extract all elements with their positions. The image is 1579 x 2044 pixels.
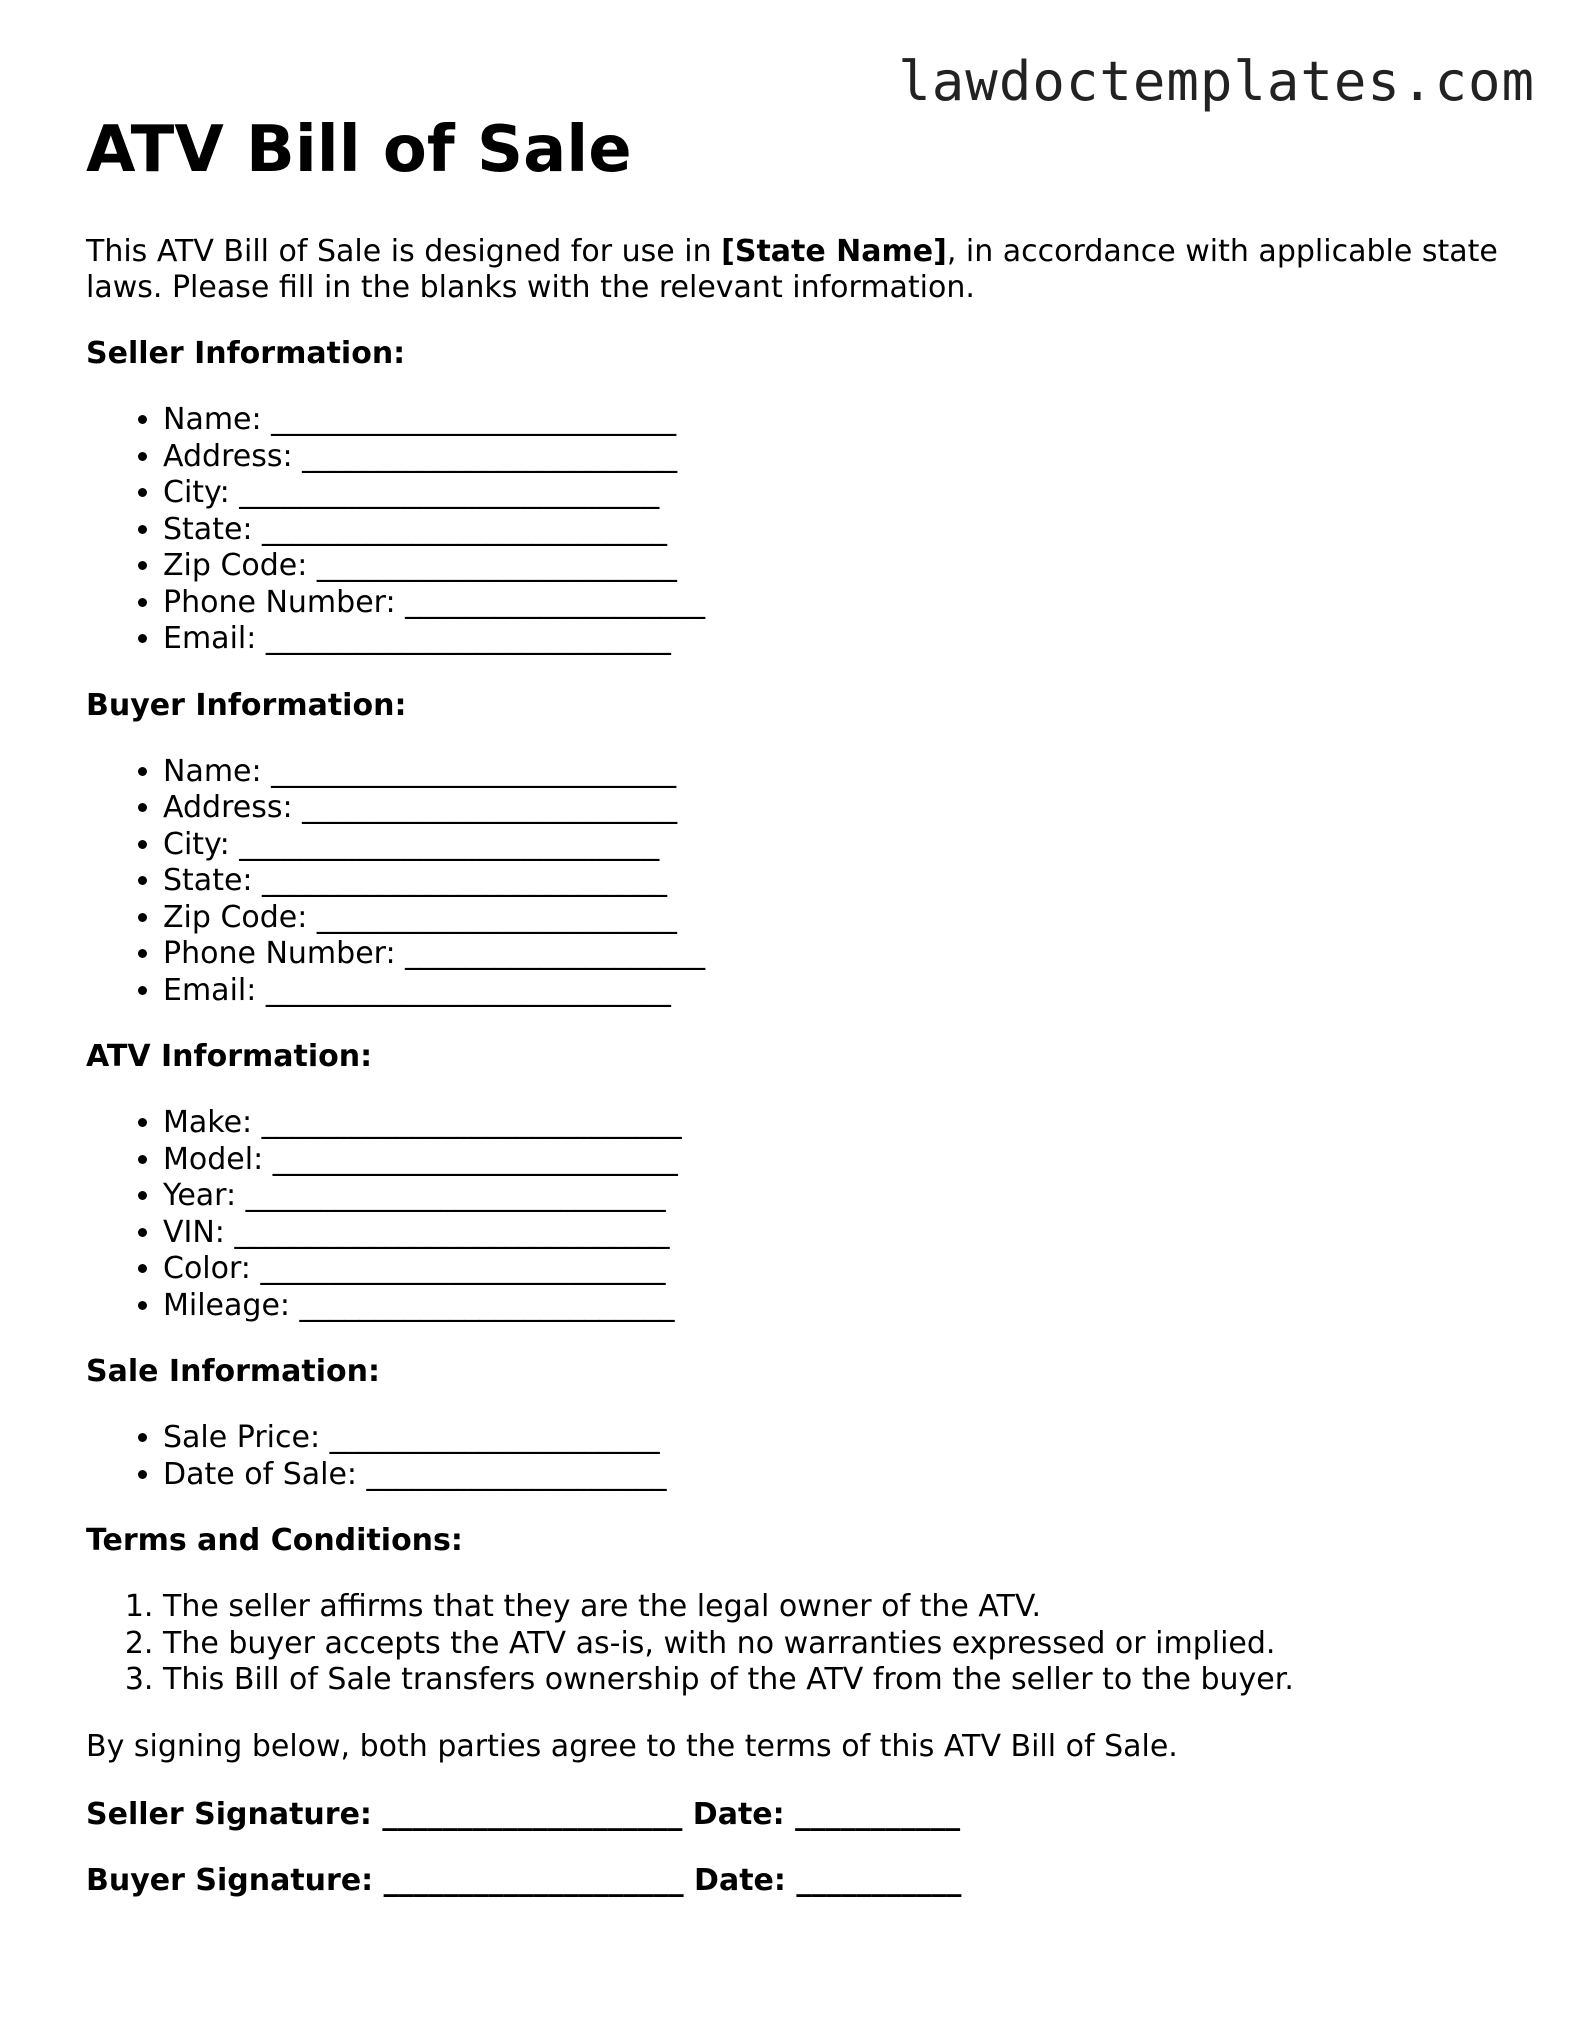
atv-vin-field[interactable]: • VIN: _____________________________ (163, 1215, 1506, 1252)
intro-text-start: This ATV Bill of Sale is designed for use in (86, 234, 722, 269)
buyer-email-field[interactable]: • Email: ___________________________ (163, 973, 1506, 1010)
terms-item: 2. The buyer accepts the ATV as-is, with no warranties expressed or implied. (163, 1626, 1506, 1663)
intro-paragraph (86, 234, 1506, 306)
seller-signature-line[interactable]: Seller Signature: ____________________ Date: ___________ (86, 1796, 961, 1832)
site-watermark: lawdoctemplates.com (898, 50, 1535, 113)
terms-item: 1. The seller affirms that they are the legal owner of the ATV. (163, 1589, 1506, 1626)
seller-city-field[interactable]: • City: ____________________________ (163, 475, 1506, 512)
buyer-zip-field[interactable]: • Zip Code: ________________________ (163, 900, 1506, 937)
sale-info-list (86, 1420, 1506, 1493)
seller-info-heading: Seller Information: (86, 336, 406, 371)
atv-model-field[interactable]: • Model: ___________________________ (163, 1142, 1506, 1179)
atv-info-list (86, 1105, 1506, 1324)
closing-statement: By signing below, both parties agree to the terms of this ATV Bill of Sale. (86, 1728, 1178, 1764)
seller-name-field[interactable]: • Name: ___________________________ (163, 402, 1506, 439)
seller-phone-field[interactable]: • Phone Number: ____________________ (163, 585, 1506, 622)
page-title: ATV Bill of Sale (86, 113, 632, 187)
atv-make-field[interactable]: • Make: ____________________________ (163, 1105, 1506, 1142)
seller-zip-field[interactable]: • Zip Code: ________________________ (163, 548, 1506, 585)
atv-info-heading: ATV Information: (86, 1039, 373, 1074)
terms-item: 3. This Bill of Sale transfers ownership of the ATV from the seller to the buyer. (163, 1662, 1506, 1699)
sale-price-field[interactable]: • Sale Price: ______________________ (163, 1420, 1506, 1457)
seller-address-field[interactable]: • Address: _________________________ (163, 439, 1506, 476)
atv-year-field[interactable]: • Year: ____________________________ (163, 1178, 1506, 1215)
buyer-phone-field[interactable]: • Phone Number: ____________________ (163, 936, 1506, 973)
state-name-placeholder: [State Name] (721, 234, 947, 269)
seller-email-field[interactable]: • Email: ___________________________ (163, 621, 1506, 658)
buyer-address-field[interactable]: • Address: _________________________ (163, 790, 1506, 827)
atv-color-field[interactable]: • Color: ___________________________ (163, 1251, 1506, 1288)
buyer-info-heading: Buyer Information: (86, 687, 407, 723)
buyer-info-list (86, 754, 1506, 1010)
terms-list (86, 1589, 1506, 1699)
buyer-city-field[interactable]: • City: ____________________________ (163, 827, 1506, 864)
terms-heading: Terms and Conditions: (86, 1523, 463, 1558)
buyer-name-field[interactable]: • Name: ___________________________ (163, 754, 1506, 791)
seller-state-field[interactable]: • State: ___________________________ (163, 512, 1506, 549)
buyer-signature-line[interactable]: Buyer Signature: ____________________ Date: ___________ (86, 1862, 962, 1898)
sale-info-heading: Sale Information: (86, 1354, 380, 1389)
seller-info-list (86, 402, 1506, 658)
atv-mileage-field[interactable]: • Mileage: _________________________ (163, 1288, 1506, 1325)
buyer-state-field[interactable]: • State: ___________________________ (163, 863, 1506, 900)
intro-text-end: , in accordance with applicable state laws. Please fill in the blanks with the relevant information. (86, 234, 1498, 305)
sale-date-field[interactable]: • Date of Sale: ____________________ (163, 1457, 1506, 1494)
document-page (86, 108, 1506, 1899)
